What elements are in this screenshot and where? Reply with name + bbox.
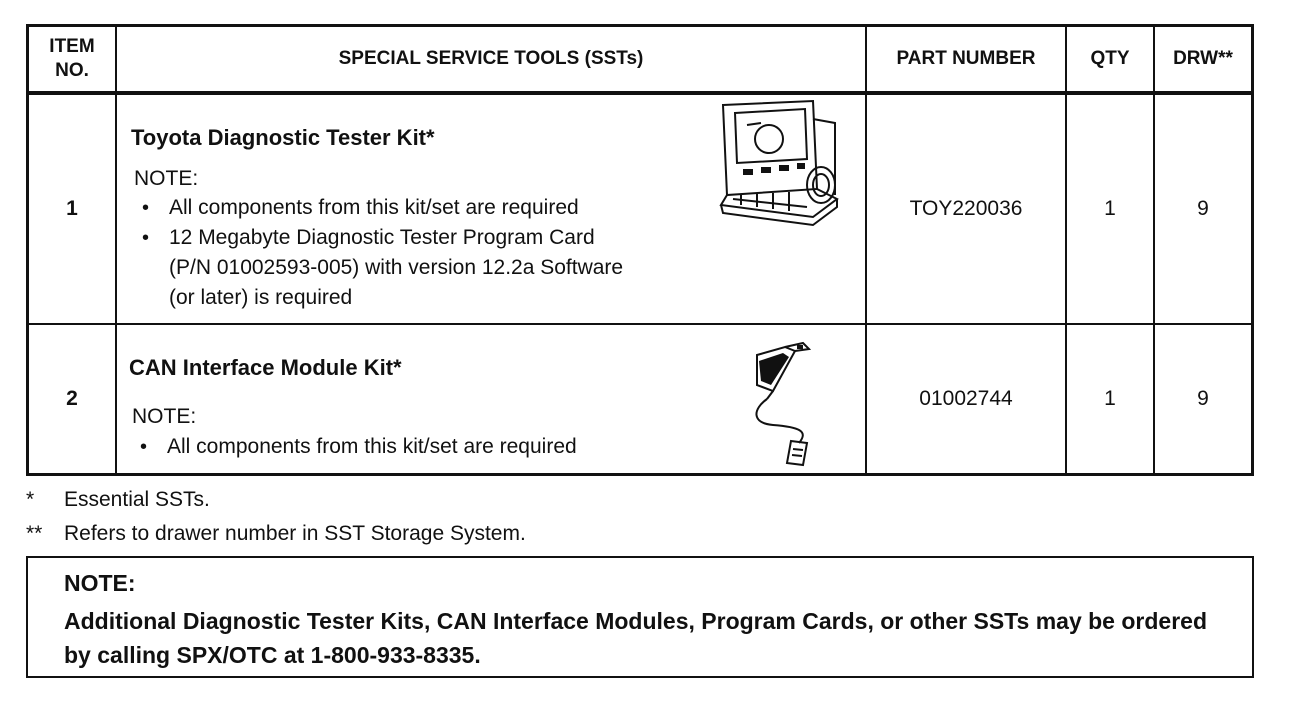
list-item-continuation: (P/N 01002593-005) with version 12.2a Software <box>169 256 624 279</box>
row-2-title: CAN Interface Module Kit* <box>129 355 402 380</box>
row-1-qty: 1 <box>1104 197 1116 220</box>
row-1-item: 1 <box>66 197 78 220</box>
row-2-bullets <box>129 432 749 462</box>
footnote-drawer <box>26 522 526 546</box>
list-item: • All components from this kit/set are required <box>129 432 749 462</box>
footnote-mark: * <box>26 488 35 511</box>
row-2-item: 2 <box>66 387 78 410</box>
list-item: • All components from this kit/set are required <box>131 193 751 223</box>
row-2-drw: 9 <box>1197 387 1209 410</box>
footnote-text: Refers to drawer number in SST Storage System. <box>64 522 526 545</box>
can-interface-module-icon <box>743 339 823 469</box>
sst-table <box>26 24 1254 476</box>
header-part-number: PART NUMBER <box>896 48 1036 69</box>
row-1-part-number: TOY220036 <box>909 197 1023 220</box>
row-2-part-number: 01002744 <box>919 387 1013 410</box>
diagnostic-tester-case-icon <box>717 99 843 227</box>
ordering-note-box <box>26 556 1254 678</box>
row-1-note-label: NOTE: <box>134 167 199 190</box>
row-2-qty: 1 <box>1104 387 1116 410</box>
header-qty: QTY <box>1090 48 1130 69</box>
footnote-text: Essential SSTs. <box>64 488 210 511</box>
row-1-bullets <box>131 193 751 253</box>
row-2-note-label: NOTE: <box>132 405 197 428</box>
row-1-title: Toyota Diagnostic Tester Kit* <box>131 125 435 150</box>
header-tools: SPECIAL SERVICE TOOLS (SSTs) <box>338 48 644 69</box>
ordering-note-body: Additional Diagnostic Tester Kits, CAN Interface Modules, Program Cards, or other SSTs may be ordered by calling SPX/OTC at 1-800-933-8335. <box>64 608 1207 668</box>
footnote-mark: ** <box>26 522 43 545</box>
ordering-note-title: NOTE: <box>64 570 136 596</box>
header-drw: DRW** <box>1173 48 1233 69</box>
header-item-no: ITEM NO. <box>49 36 95 81</box>
footnote-essential <box>26 488 210 512</box>
row-1-drw: 9 <box>1197 197 1209 220</box>
list-item-continuation: (or later) is required <box>169 286 353 309</box>
list-item: • 12 Megabyte Diagnostic Tester Program Card <box>131 223 751 253</box>
row-1-bullet-continuation <box>131 253 751 313</box>
